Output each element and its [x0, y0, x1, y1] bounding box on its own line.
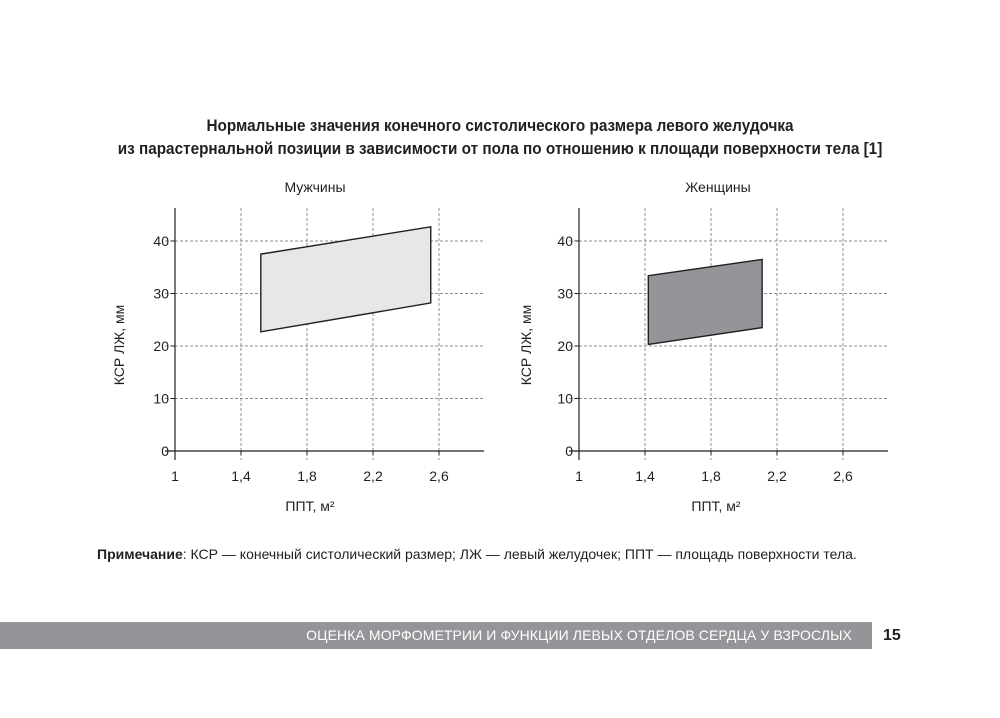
y-tick-label: 0	[161, 443, 169, 459]
normal-range-band	[261, 227, 431, 332]
x-tick-label: 1,4	[635, 468, 655, 484]
y-tick-label: 20	[557, 338, 573, 354]
x-tick-label: 1,4	[231, 468, 251, 484]
note-text: : КСР — конечный систолический размер; ЛЖ — левый желудочек; ППТ — площадь поверхности тела.	[182, 546, 857, 562]
y-tick-label: 40	[153, 233, 169, 249]
normal-range-band	[648, 259, 762, 344]
chart-women	[518, 179, 888, 514]
chart-men	[111, 179, 484, 514]
y-tick-label: 20	[153, 338, 169, 354]
footer-bar	[0, 622, 872, 649]
y-tick-label: 10	[153, 390, 169, 407]
y-tick-label: 40	[557, 233, 573, 249]
x-tick-label: 2,6	[833, 468, 853, 484]
x-axis-label: ППТ, м²	[691, 498, 741, 514]
x-tick-label: 2,2	[767, 468, 787, 484]
y-axis-label: КСР ЛЖ, мм	[111, 304, 127, 386]
y-tick-label: 30	[153, 285, 169, 302]
y-tick-label: 10	[557, 390, 573, 407]
y-tick-label: 30	[557, 285, 573, 302]
y-tick-label: 0	[565, 443, 573, 459]
chart-title: Мужчины	[284, 179, 346, 195]
chart-title: Женщины	[685, 179, 751, 195]
x-tick-label: 1	[575, 468, 583, 484]
x-tick-label: 1,8	[297, 468, 317, 484]
figure-title-line2: из парастернальной позиции в зависимости от пола по отношению к площади поверхности тела [1]	[117, 139, 883, 158]
x-tick-label: 2,2	[363, 468, 383, 484]
page-number: 15	[883, 627, 901, 644]
x-tick-label: 1,8	[701, 468, 721, 484]
x-axis-label: ППТ, м²	[285, 498, 335, 514]
x-tick-label: 2,6	[429, 468, 449, 484]
running-title: ОЦЕНКА МОРФОМЕТРИИ И ФУНКЦИИ ЛЕВЫХ ОТДЕЛОВ СЕРДЦА У ВЗРОСЛЫХ	[306, 627, 852, 643]
figure-note	[97, 546, 917, 562]
note-label: Примечание	[97, 546, 183, 562]
x-tick-label: 1	[171, 468, 179, 484]
y-axis-label: КСР ЛЖ, мм	[518, 304, 534, 386]
figure-title-line1: Нормальные значения конечного систолического размера левого желудочка	[206, 116, 794, 135]
